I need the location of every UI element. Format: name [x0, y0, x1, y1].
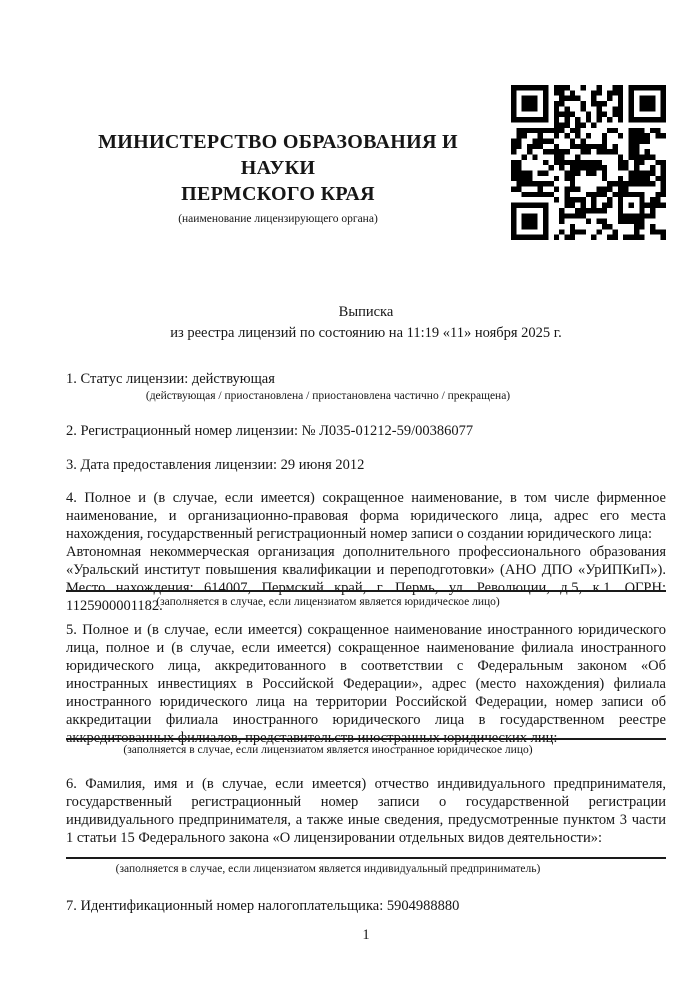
item-foreign-entity-caption: (заполняется в случае, если лицензиатом является иностранное юридическое лицо) [123, 744, 533, 756]
item-individual-entrepreneur-label: 6. Фамилия, имя и (в случае, если имеется) отчество индивидуального предпринимателя, государственный регистрационный номер записи о государственной регистрации индивидуального предпринимателя, а также иные сведения, предусмотренные пунктом 3 части 1 статьи 15 Федерального закона «О лицензировании отдельных видов деятельности»: [66, 776, 666, 846]
ministry-name-line1: МИНИСТЕРСТВО ОБРАЗОВАНИЯ И НАУКИ [98, 131, 458, 179]
item-legal-entity-value: Автономная некоммерческая организация дополнительного профессионального образования «Уральский институт повышения квалификации и переподготовки» (АНО ДПО «УрИПКиП»). Место нахождения: 614007, Пермский край, г. Пермь, ул. Революции, д.5, к.1. ОГРН: 1125900001182. [66, 544, 666, 614]
field-rule-foreign-entity [66, 738, 666, 740]
item-registration-number: 2. Регистрационный номер лицензии: № Л035-01212-59/00386077 [66, 423, 474, 439]
item-legal-entity-caption: (заполняется в случае, если лицензиатом является юридическое лицо) [156, 596, 500, 608]
item-legal-entity-label: 4. Полное и (в случае, если имеется) сокращенное наименование, в том числе фирменное наименование, и организационно-правовая форма юридического лица, адрес его места нахождения, государственный регистрационный номер записи о создании юридического лица: [66, 490, 666, 542]
field-rule-individual-entrepreneur [66, 857, 666, 859]
ministry-name-caption: (наименование лицензирующего органа) [178, 213, 378, 225]
document-title-line2: из реестра лицензий по состоянию на 11:19 «11» ноября 2025 г. [170, 325, 562, 341]
ministry-name-line2: ПЕРМСКОГО КРАЯ [181, 183, 375, 205]
item-taxpayer-id: 7. Идентификационный номер налогоплательщика: 5904988880 [66, 898, 460, 914]
qr-code-icon [511, 85, 666, 240]
field-rule-legal-entity [66, 590, 666, 592]
ministry-name [66, 129, 490, 207]
item-license-status-caption: (действующая / приостановлена / приостановлена частично / прекращена) [145, 390, 511, 402]
page-number: 1 [362, 927, 370, 943]
document-title [66, 302, 666, 344]
item-license-status: 1. Статус лицензии: действующая [66, 371, 275, 387]
item-license-grant-date: 3. Дата предоставления лицензии: 29 июня 2012 [66, 457, 365, 473]
item-foreign-entity-label: 5. Полное и (в случае, если имеется) сокращенное наименование иностранного юридического лица, полное и (в случае, если имеется) сокращенное наименование филиала иностранного юридического лица, аккредитованного в соответствии с Федеральным законом «Об иностранных инвестициях в Российской Федерации», адрес (место нахождения) филиала иностранного юридического лица на территории Российской Федерации, номер записи об аккредитации филиала иностранного юридического лица в государственном реестре аккредитованных филиалов, представительств иностранных юридических лиц: [66, 622, 666, 746]
ministry-header [66, 129, 490, 226]
item-individual-entrepreneur-caption: (заполняется в случае, если лицензиатом является индивидуальный предприниматель) [115, 863, 541, 875]
document-title-line1: Выписка [338, 304, 394, 320]
